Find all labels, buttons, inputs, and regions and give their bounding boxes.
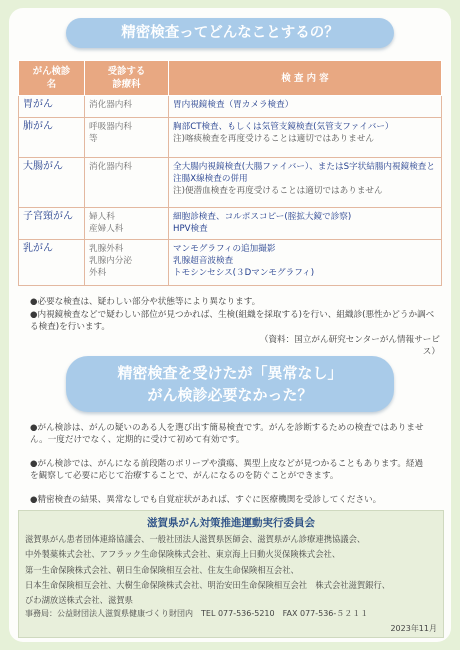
- bullet-item: ●がん検診では、がんになる前段階のポリープや潰瘍、異型上皮などが見つかることもあります。経過を観察して必要に応じて治療することで、がんになるのを防ぐことができます。: [30, 459, 424, 481]
- department: 婦人科 産婦人科: [85, 208, 169, 240]
- section1-title: 精密検査ってどんなことするの？: [66, 18, 394, 48]
- exam-content: [169, 96, 442, 118]
- exam-content: [169, 208, 442, 240]
- table-header-row: [19, 61, 442, 96]
- source-credit: （資料：国立がん研究センターがん情報サービス）: [259, 335, 440, 357]
- exam-table: [18, 60, 442, 286]
- table-row: [19, 96, 442, 118]
- exam-note: 注)便潜血検査を再度受けることは適切ではありません: [173, 186, 383, 196]
- committee-title: 滋賀県がん対策推進運動実行委員会: [147, 517, 315, 529]
- exam-note: 注)喀痰検査を再度受けることは適切ではありません: [173, 134, 375, 144]
- table-row: [19, 208, 442, 240]
- table-row: [19, 158, 442, 208]
- note-item: ●内視鏡検査などで疑わしい部位が見つかれば、生検(組織を採取する)を行い、組織診(悪性かどうか調べる検査)を行います。: [30, 310, 435, 332]
- publication-date: 2023年11月: [390, 624, 437, 633]
- section2-title-line1: 精密検査を受けたが「異常なし」: [117, 364, 343, 382]
- committee-members: 滋賀県がん患者団体連絡協議会、一般社団法人滋賀県医師会、滋賀県がん診療連携協議会、 中外製薬株式会社、アフラック生命保険株式会社、東京海上日動火災保険株式会社、 第一生命保険株式会社、朝日生命保険相互会社、住友生命保険相互会社、 日本生命保険相互会社、大樹生命保険株式会社、明治安田生命保険相互会社 株式会社滋賀銀行、 びわ湖放送株式会社、滋賀県: [25, 534, 391, 606]
- cancer-name: 肺がん: [19, 118, 85, 158]
- department: 乳腺外科 乳腺内分泌 外科: [85, 240, 169, 286]
- cancer-name: 大腸がん: [19, 158, 85, 208]
- exam-content: [169, 158, 442, 208]
- committee-box: [18, 510, 444, 638]
- exam-notes: [30, 296, 440, 334]
- cancer-name: 乳がん: [19, 240, 85, 286]
- section2-title-line2: がん検診必要なかった？: [147, 386, 313, 404]
- header-cancer-screening: がん検診 名: [19, 61, 85, 96]
- exam-content: [169, 118, 442, 158]
- bullet-item: ●精密検査の結果、異常なしでも自覚症状があれば、すぐに医療機関を受診してください。: [30, 495, 382, 505]
- note-item: ●必要な検査は、疑わしい部分や状態等により異なります。: [30, 297, 261, 307]
- committee-office: 事務局：公益財団法人滋賀県健康づくり財団内 TEL 077-536-5210 FAX 077-536-５２１１: [25, 609, 369, 618]
- section2-title: [66, 356, 394, 412]
- exam-content-text: 細胞診検査、コルポスコピー(腟拡大鏡で診察) HPV検査: [173, 212, 352, 234]
- exam-content-text: 全大腸内視鏡検査(大腸ファイバー）、またはS字状結腸内視鏡検査と注腸X線検査の併用: [173, 162, 435, 184]
- exam-content-text: 胸部CT検査、もしくは気管支鏡検査(気管支ファイバー）: [173, 122, 394, 132]
- department: 呼吸器内科 等: [85, 118, 169, 158]
- table-row: [19, 118, 442, 158]
- department: 消化器内科: [85, 158, 169, 208]
- exam-content-text: 胃内視鏡検査（胃カメラ検査）: [173, 100, 294, 110]
- exam-content-text: マンモグラフィの追加撮影 乳腺超音波検査 トモシンセシス(３Dマンモグラフィ): [173, 244, 315, 278]
- department: 消化器内科: [85, 96, 169, 118]
- exam-content: [169, 240, 442, 286]
- header-department: 受診する 診療科: [85, 61, 169, 96]
- table-row: [19, 240, 442, 286]
- cancer-name: 胃がん: [19, 96, 85, 118]
- header-exam-content: 検 査 内 容: [169, 61, 442, 96]
- cancer-name: 子宮頸がん: [19, 208, 85, 240]
- bullet-item: ●がん検診は、がんの疑いのある人を選び出す簡易検査です。がんを診断するための検査ではありません。一度だけでなく、定期的に受けて初めて有効です。: [30, 423, 424, 445]
